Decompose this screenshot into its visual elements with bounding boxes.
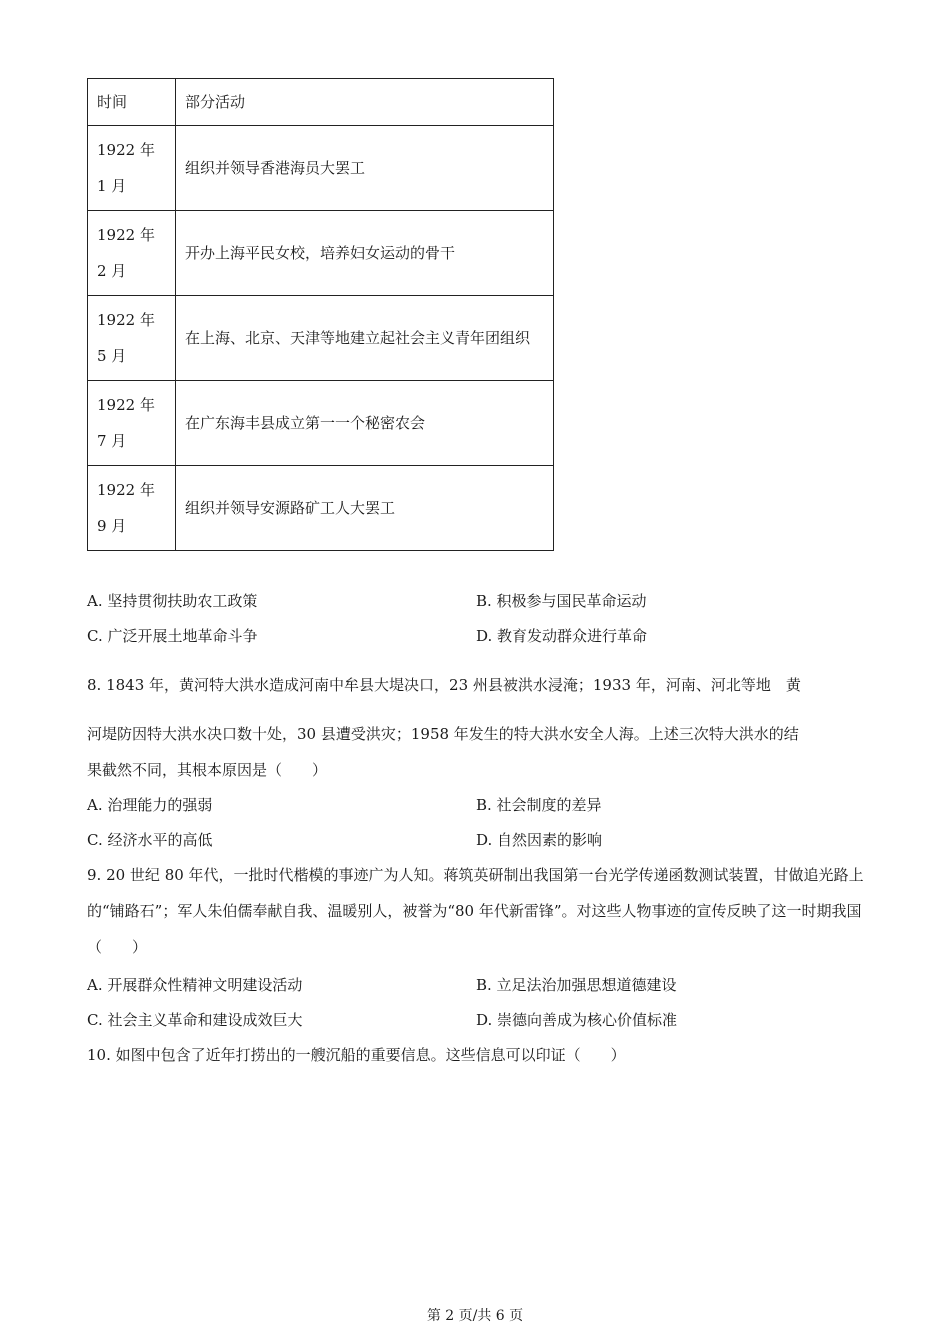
table-cell-time: 1922 年 2 月 bbox=[88, 211, 176, 296]
q8-option-a[interactable]: A. 治理能力的强弱 bbox=[87, 796, 213, 814]
q8-stem-line-1: 8. 1843 年，黄河特大洪水造成河南中牟县大堤决口，23 州县被洪水浸淹；1933 年，河南、河北等地 黄 bbox=[87, 676, 801, 694]
q8-option-c[interactable]: C. 经济水平的高低 bbox=[87, 831, 213, 849]
q8-stem-line-3: 果截然不同，其根本原因是（ ） bbox=[87, 761, 328, 779]
table-cell-activity: 组织并领导安源路矿工人大罢工 bbox=[176, 466, 554, 551]
table-cell-activity: 开办上海平民女校，培养妇女运动的骨干 bbox=[176, 211, 554, 296]
table-header-row bbox=[88, 79, 554, 126]
q10-stem: 10. 如图中包含了近年打捞出的一艘沉船的重要信息。这些信息可以印证（ ） bbox=[87, 1046, 626, 1064]
table-row bbox=[88, 126, 554, 211]
q7-option-b[interactable]: B. 积极参与国民革命运动 bbox=[476, 592, 647, 610]
table-cell-time: 1922 年 9 月 bbox=[88, 466, 176, 551]
table-cell-time: 1922 年 1 月 bbox=[88, 126, 176, 211]
q8-stem-line-2: 河堤防因特大洪水决口数十处，30 县遭受洪灾；1958 年发生的特大洪水安全人海。上述三次特大洪水的结 bbox=[87, 725, 799, 743]
q8-option-b[interactable]: B. 社会制度的差异 bbox=[476, 796, 602, 814]
q9-option-a[interactable]: A. 开展群众性精神文明建设活动 bbox=[87, 976, 303, 994]
table-row bbox=[88, 296, 554, 381]
table-header-activity: 部分活动 bbox=[176, 79, 554, 126]
table-cell-time: 1922 年 5 月 bbox=[88, 296, 176, 381]
q7-option-d[interactable]: D. 教育发动群众进行革命 bbox=[476, 627, 648, 645]
table-row bbox=[88, 466, 554, 551]
q9-option-c[interactable]: C. 社会主义革命和建设成效巨大 bbox=[87, 1011, 303, 1029]
q9-option-b[interactable]: B. 立足法治加强思想道德建设 bbox=[476, 976, 677, 994]
table-row bbox=[88, 211, 554, 296]
table-row bbox=[88, 381, 554, 466]
table-cell-time: 1922 年 7 月 bbox=[88, 381, 176, 466]
activities-table bbox=[87, 78, 554, 551]
q8-option-d[interactable]: D. 自然因素的影响 bbox=[476, 831, 603, 849]
q9-option-d[interactable]: D. 崇德向善成为核心价值标准 bbox=[476, 1011, 678, 1029]
q7-option-c[interactable]: C. 广泛开展土地革命斗争 bbox=[87, 627, 258, 645]
page-footer: 第 2 页/共 6 页 bbox=[426, 1308, 524, 1324]
table-cell-activity: 在广东海丰县成立第一一个秘密农会 bbox=[176, 381, 554, 466]
table-header-time: 时间 bbox=[88, 79, 176, 126]
table-cell-activity: 组织并领导香港海员大罢工 bbox=[176, 126, 554, 211]
q7-option-a[interactable]: A. 坚持贯彻扶助农工政策 bbox=[87, 592, 258, 610]
q9-stem: 9. 20 世纪 80 年代，一批时代楷模的事迹广为人知。蒋筑英研制出我国第一台光学传递函数测试装置，甘做追光路上的“铺路石”；军人朱伯儒奉献自我、温暖别人，被誉为“80 年代新雷锋”。对这些人物事迹的宣传反映了这一时期我国（ ） bbox=[87, 866, 864, 956]
table-cell-activity: 在上海、北京、天津等地建立起社会主义青年团组织 bbox=[176, 296, 554, 381]
